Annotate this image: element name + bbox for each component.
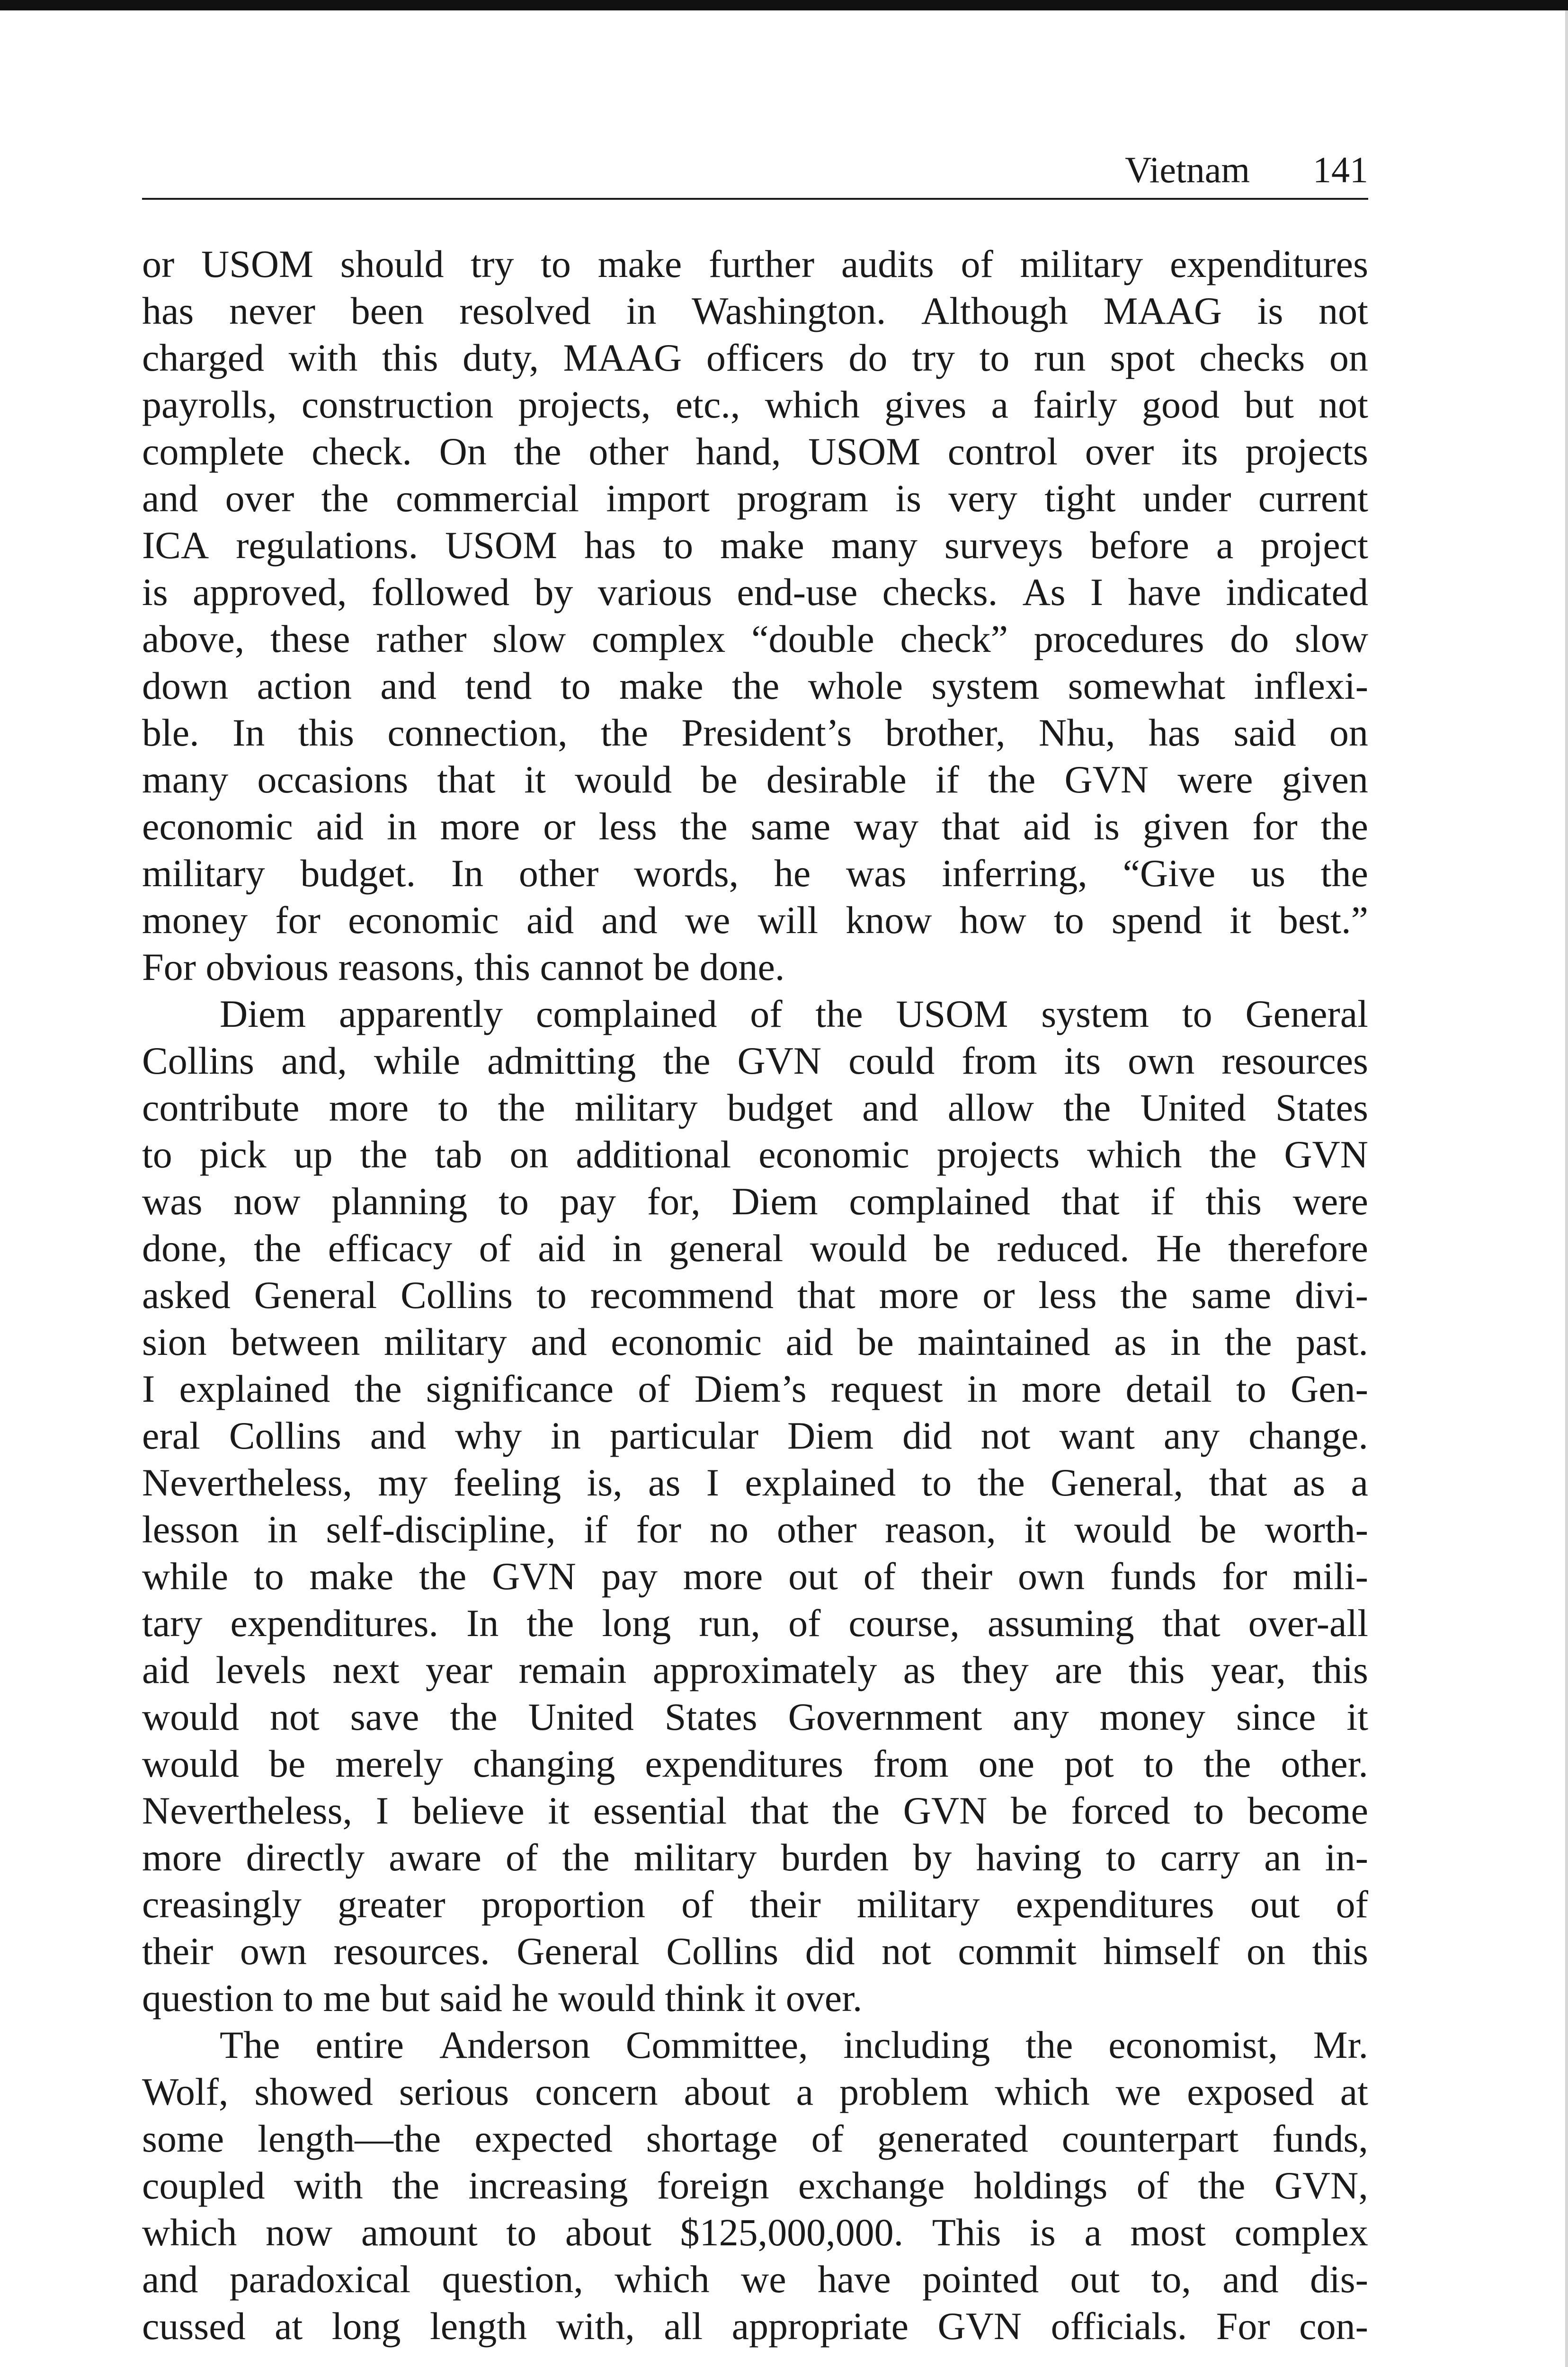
text-line: economic aid in more or less the same way that aid is given for the: [142, 805, 1368, 848]
text-line: their own resources. General Collins did not commit himself on this: [142, 1930, 1368, 1973]
text-line: contribute more to the military budget and allow the United States: [142, 1086, 1368, 1129]
body-text: [142, 240, 1368, 2349]
running-head: [142, 142, 1368, 200]
paragraph: [142, 990, 1368, 2021]
text-line: complete check. On the other hand, USOM control over its projects: [142, 430, 1368, 473]
page-number: 141: [1313, 149, 1368, 190]
text-line: while to make the GVN pay more out of their own funds for mili-: [142, 1555, 1368, 1598]
text-line: tary expenditures. In the long run, of course, assuming that over-all: [142, 1602, 1368, 1645]
text-line: ICA regulations. USOM has to make many surveys before a project: [142, 524, 1368, 567]
text-line: military budget. In other words, he was inferring, “Give us the: [142, 852, 1368, 895]
text-line: Wolf, showed serious concern about a problem which we exposed at: [142, 2070, 1368, 2113]
text-line: ble. In this connection, the President’s brother, Nhu, has said on: [142, 711, 1368, 754]
text-line: which now amount to about $125,000,000. This is a most complex: [142, 2211, 1368, 2254]
text-line: sion between military and economic aid be maintained as in the past.: [142, 1320, 1368, 1363]
text-line: payrolls, construction projects, etc., which gives a fairly good but not: [142, 383, 1368, 426]
text-line: Collins and, while admitting the GVN could from its own resources: [142, 1039, 1368, 1082]
paragraph: [142, 240, 1368, 990]
text-line: would not save the United States Government any money since it: [142, 1695, 1368, 1738]
text-line: I explained the significance of Diem’s request in more detail to Gen-: [142, 1367, 1368, 1410]
text-line: Nevertheless, my feeling is, as I explained to the General, that as a: [142, 1461, 1368, 1504]
text-line: and over the commercial import program is very tight under current: [142, 477, 1368, 520]
text-line: above, these rather slow complex “double check” procedures do slow: [142, 617, 1368, 660]
text-line: was now planning to pay for, Diem complained that if this were: [142, 1180, 1368, 1223]
text-line: many occasions that it would be desirable if the GVN were given: [142, 758, 1368, 801]
text-line: has never been resolved in Washington. Although MAAG is not: [142, 289, 1368, 332]
text-line: cussed at long length with, all appropriate GVN officials. For con-: [142, 2305, 1368, 2348]
text-line: money for economic aid and we will know how to spend it best.”: [142, 899, 1368, 942]
text-line: lesson in self-discipline, if for no other reason, it would be worth-: [142, 1508, 1368, 1551]
text-line: to pick up the tab on additional economic projects which the GVN: [142, 1133, 1368, 1176]
text-line: is approved, followed by various end-use checks. As I have indicated: [142, 570, 1368, 614]
text-line: and paradoxical question, which we have pointed out to, and dis-: [142, 2258, 1368, 2301]
scan-top-edge: [0, 0, 1568, 10]
text-line: The entire Anderson Committee, including the economist, Mr.: [220, 2023, 1368, 2066]
scan-right-edge: [1565, 10, 1568, 2367]
text-line: question to me but said he would think it over.: [142, 1976, 863, 2020]
text-line: asked General Collins to recommend that more or less the same divi-: [142, 1273, 1368, 1317]
text-line: Nevertheless, I believe it essential that the GVN be forced to become: [142, 1789, 1368, 1832]
text-line: creasingly greater proportion of their military expenditures out of: [142, 1883, 1368, 1926]
text-line: more directly aware of the military burden by having to carry an in-: [142, 1836, 1368, 1879]
text-line: Diem apparently complained of the USOM system to General: [220, 992, 1368, 1035]
text-line: eral Collins and why in particular Diem did not want any change.: [142, 1414, 1368, 1457]
text-line: would be merely changing expenditures from one pot to the other.: [142, 1742, 1368, 1785]
text-line: some length—the expected shortage of generated counterpart funds,: [142, 2117, 1368, 2160]
text-line: or USOM should try to make further audits of military expenditures: [142, 242, 1368, 285]
text-line: aid levels next year remain approximately as they are this year, this: [142, 1648, 1368, 1691]
text-line: done, the efficacy of aid in general would be reduced. He therefore: [142, 1227, 1368, 1270]
text-line: For obvious reasons, this cannot be done.: [142, 945, 785, 988]
text-line: down action and tend to make the whole system somewhat inflexi-: [142, 664, 1368, 707]
paragraph: [142, 2021, 1368, 2349]
text-line: coupled with the increasing foreign exchange holdings of the GVN,: [142, 2164, 1368, 2207]
text-line: charged with this duty, MAAG officers do try to run spot checks on: [142, 336, 1368, 379]
running-head-title: Vietnam: [1125, 149, 1250, 190]
